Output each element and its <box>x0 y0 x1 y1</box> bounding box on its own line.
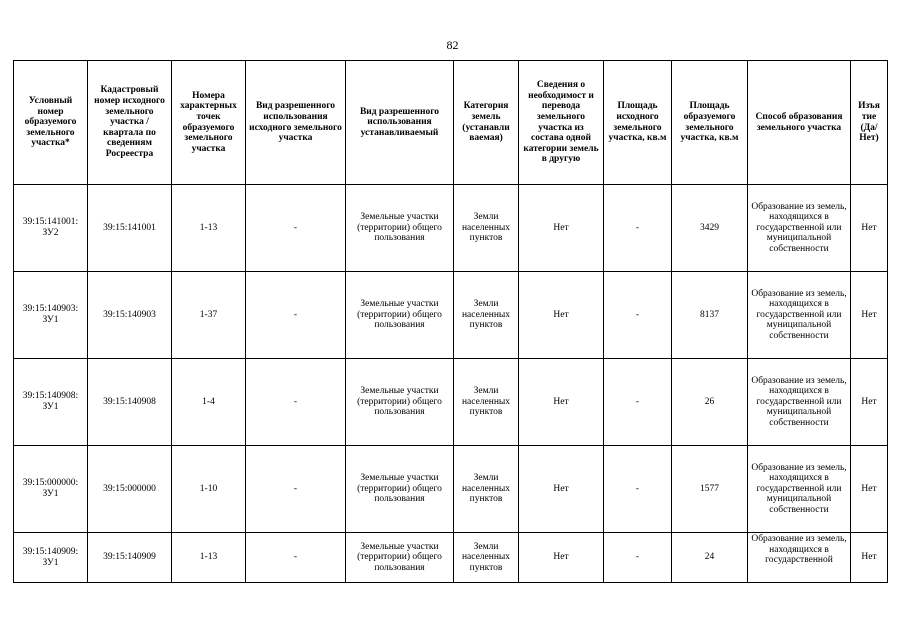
cell-category: Земли населенных пунктов <box>454 446 519 533</box>
header-source-area: Площадь исходного земельного участка, кв.м <box>604 61 672 185</box>
table-header-row <box>14 61 888 185</box>
land-plots-table <box>13 60 888 583</box>
cell-source-area: - <box>604 185 672 272</box>
header-category: Категория земель (устанавли ваемая) <box>454 61 519 185</box>
cell-seizure: Нет <box>851 359 888 446</box>
cell-source-use: - <box>246 185 346 272</box>
cell-new-use: Земельные участки (территории) общего пользования <box>346 185 454 272</box>
cell-category: Земли населенных пунктов <box>454 272 519 359</box>
cell-points: 1-13 <box>172 533 246 583</box>
cell-transfer: Нет <box>519 446 604 533</box>
cell-new-use: Земельные участки (территории) общего пользования <box>346 359 454 446</box>
cell-category: Земли населенных пунктов <box>454 359 519 446</box>
cell-new-area: 1577 <box>672 446 748 533</box>
cell-category: Земли населенных пунктов <box>454 185 519 272</box>
header-cond-num: Условный номер образуемого земельного участка* <box>14 61 88 185</box>
cell-new-area: 3429 <box>672 185 748 272</box>
header-method: Способ образования земельного участка <box>748 61 851 185</box>
cell-cond-num: 39:15:141001: ЗУ2 <box>14 185 88 272</box>
cell-new-area: 24 <box>672 533 748 583</box>
cell-cadastral: 39:15:000000 <box>88 446 172 533</box>
header-new-use: Вид разрешенного использования устанавливаемый <box>346 61 454 185</box>
cell-points: 1-13 <box>172 185 246 272</box>
table-row <box>14 185 888 272</box>
header-source-use: Вид разрешенного использования исходного земельного участка <box>246 61 346 185</box>
cell-seizure: Нет <box>851 185 888 272</box>
cell-new-area: 8137 <box>672 272 748 359</box>
cell-cond-num: 39:15:140903: ЗУ1 <box>14 272 88 359</box>
header-transfer: Сведения о необходимост и перевода земельного участка из состава одной категории земель в другую <box>519 61 604 185</box>
cell-transfer: Нет <box>519 272 604 359</box>
table-row <box>14 533 888 583</box>
cell-transfer: Нет <box>519 185 604 272</box>
cell-source-area: - <box>604 533 672 583</box>
cell-source-use: - <box>246 446 346 533</box>
cell-method: Образование из земель, находящихся в государственной или муниципальной собственности <box>748 359 851 446</box>
table-row <box>14 446 888 533</box>
cell-transfer: Нет <box>519 533 604 583</box>
cell-source-area: - <box>604 359 672 446</box>
header-points: Номера характерных точек образуемого земельного участка <box>172 61 246 185</box>
cell-cadastral: 39:15:140903 <box>88 272 172 359</box>
cell-cond-num: 39:15:000000: ЗУ1 <box>14 446 88 533</box>
page-number: 82 <box>446 38 459 52</box>
cell-transfer: Нет <box>519 359 604 446</box>
cell-cadastral: 39:15:140909 <box>88 533 172 583</box>
cell-new-use: Земельные участки (территории) общего пользования <box>346 533 454 583</box>
cell-source-use: - <box>246 359 346 446</box>
table-row <box>14 359 888 446</box>
cell-points: 1-37 <box>172 272 246 359</box>
cell-method: Образование из земель, находящихся в государственной или муниципальной собственности <box>748 446 851 533</box>
cell-new-area: 26 <box>672 359 748 446</box>
cell-new-use: Земельные участки (территории) общего пользования <box>346 446 454 533</box>
cell-cond-num: 39:15:140908: ЗУ1 <box>14 359 88 446</box>
header-new-area: Площадь образуемого земельного участка, кв.м <box>672 61 748 185</box>
table-row <box>14 272 888 359</box>
header-seizure: Изъя тие (Да/ Нет) <box>851 61 888 185</box>
cell-source-area: - <box>604 272 672 359</box>
cell-source-use: - <box>246 272 346 359</box>
cell-seizure: Нет <box>851 533 888 583</box>
cell-method: Образование из земель, находящихся в государственной или муниципальной собственности <box>748 272 851 359</box>
cell-new-use: Земельные участки (территории) общего пользования <box>346 272 454 359</box>
cell-points: 1-10 <box>172 446 246 533</box>
cell-cond-num: 39:15:140909: ЗУ1 <box>14 533 88 583</box>
cell-cadastral: 39:15:140908 <box>88 359 172 446</box>
cell-points: 1-4 <box>172 359 246 446</box>
header-cadastral: Кадастровый номер исходного земельного участка / квартала по сведениям Росреестра <box>88 61 172 185</box>
cell-seizure: Нет <box>851 272 888 359</box>
cell-category: Земли населенных пунктов <box>454 533 519 583</box>
cell-method: Образование из земель, находящихся в государственной <box>748 533 851 583</box>
cell-source-area: - <box>604 446 672 533</box>
cell-source-use: - <box>246 533 346 583</box>
cell-seizure: Нет <box>851 446 888 533</box>
cell-cadastral: 39:15:141001 <box>88 185 172 272</box>
cell-method: Образование из земель, находящихся в государственной или муниципальной собственности <box>748 185 851 272</box>
